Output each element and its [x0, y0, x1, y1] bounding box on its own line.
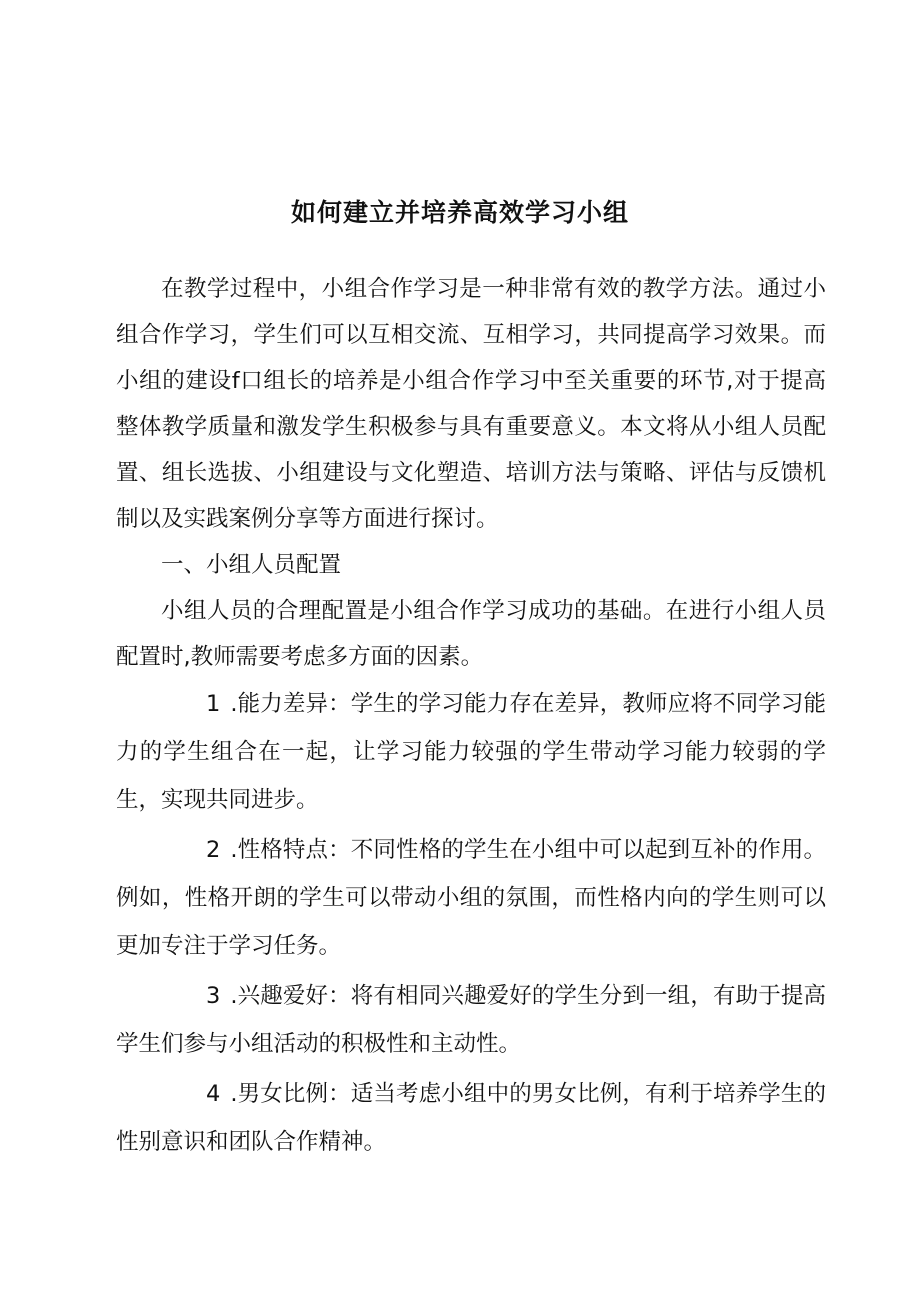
list-item [116, 972, 826, 1068]
section-lead-paragraph: 小组人员的合理配置是小组合作学习成功的基础。在进行小组人员配置时,教师需要考虑多方面的因素。 [116, 598, 826, 670]
list-item-text: .兴趣爱好：将有相同兴趣爱好的学生分到一组，有助于提高学生们参与小组活动的积极性和主动性。 [116, 983, 826, 1057]
section-heading: 一、小组人员配置 [161, 552, 342, 578]
list-item-number: 2 [206, 837, 221, 863]
list-item-text: .性格特点：不同性格的学生在小组中可以起到互补的作用。例如，性格开朗的学生可以带动小组的氛围，而性格内向的学生则可以更加专注于学习任务。 [116, 837, 826, 959]
list-item [116, 1070, 826, 1166]
intro-paragraph: 在教学过程中，小组合作学习是一种非常有效的教学方法。通过小组合作学习，学生们可以互相交流、互相学习，共同提高学习效果。而小组的建设f口组长的培养是小组合作学习中至关重要的环节,对于提高整体教学质量和激发学生积极参与具有重要意义。本文将从小组人员配置、组长选拔、小组建设与文化塑造、培训方法与策略、评估与反馈机制以及实践案例分享等方面进行探讨。 [116, 276, 826, 532]
document-title: 如何建立并培养高效学习小组 [290, 197, 629, 227]
list-item [116, 826, 826, 970]
list-item-number: 1 [206, 691, 221, 717]
list-item-number: 4 [206, 1081, 221, 1107]
list-item-text: .男女比例：适当考虑小组中的男女比例，有利于培养学生的性别意识和团队合作精神。 [116, 1081, 826, 1155]
list-item-number: 3 [206, 983, 221, 1009]
list-item-text: .能力差异：学生的学习能力存在差异，教师应将不同学习能力的学生组合在一起，让学习能力较强的学生带动学习能力较弱的学生，实现共同进步。 [116, 691, 826, 813]
list-item [116, 680, 826, 824]
document-body [116, 266, 826, 1166]
